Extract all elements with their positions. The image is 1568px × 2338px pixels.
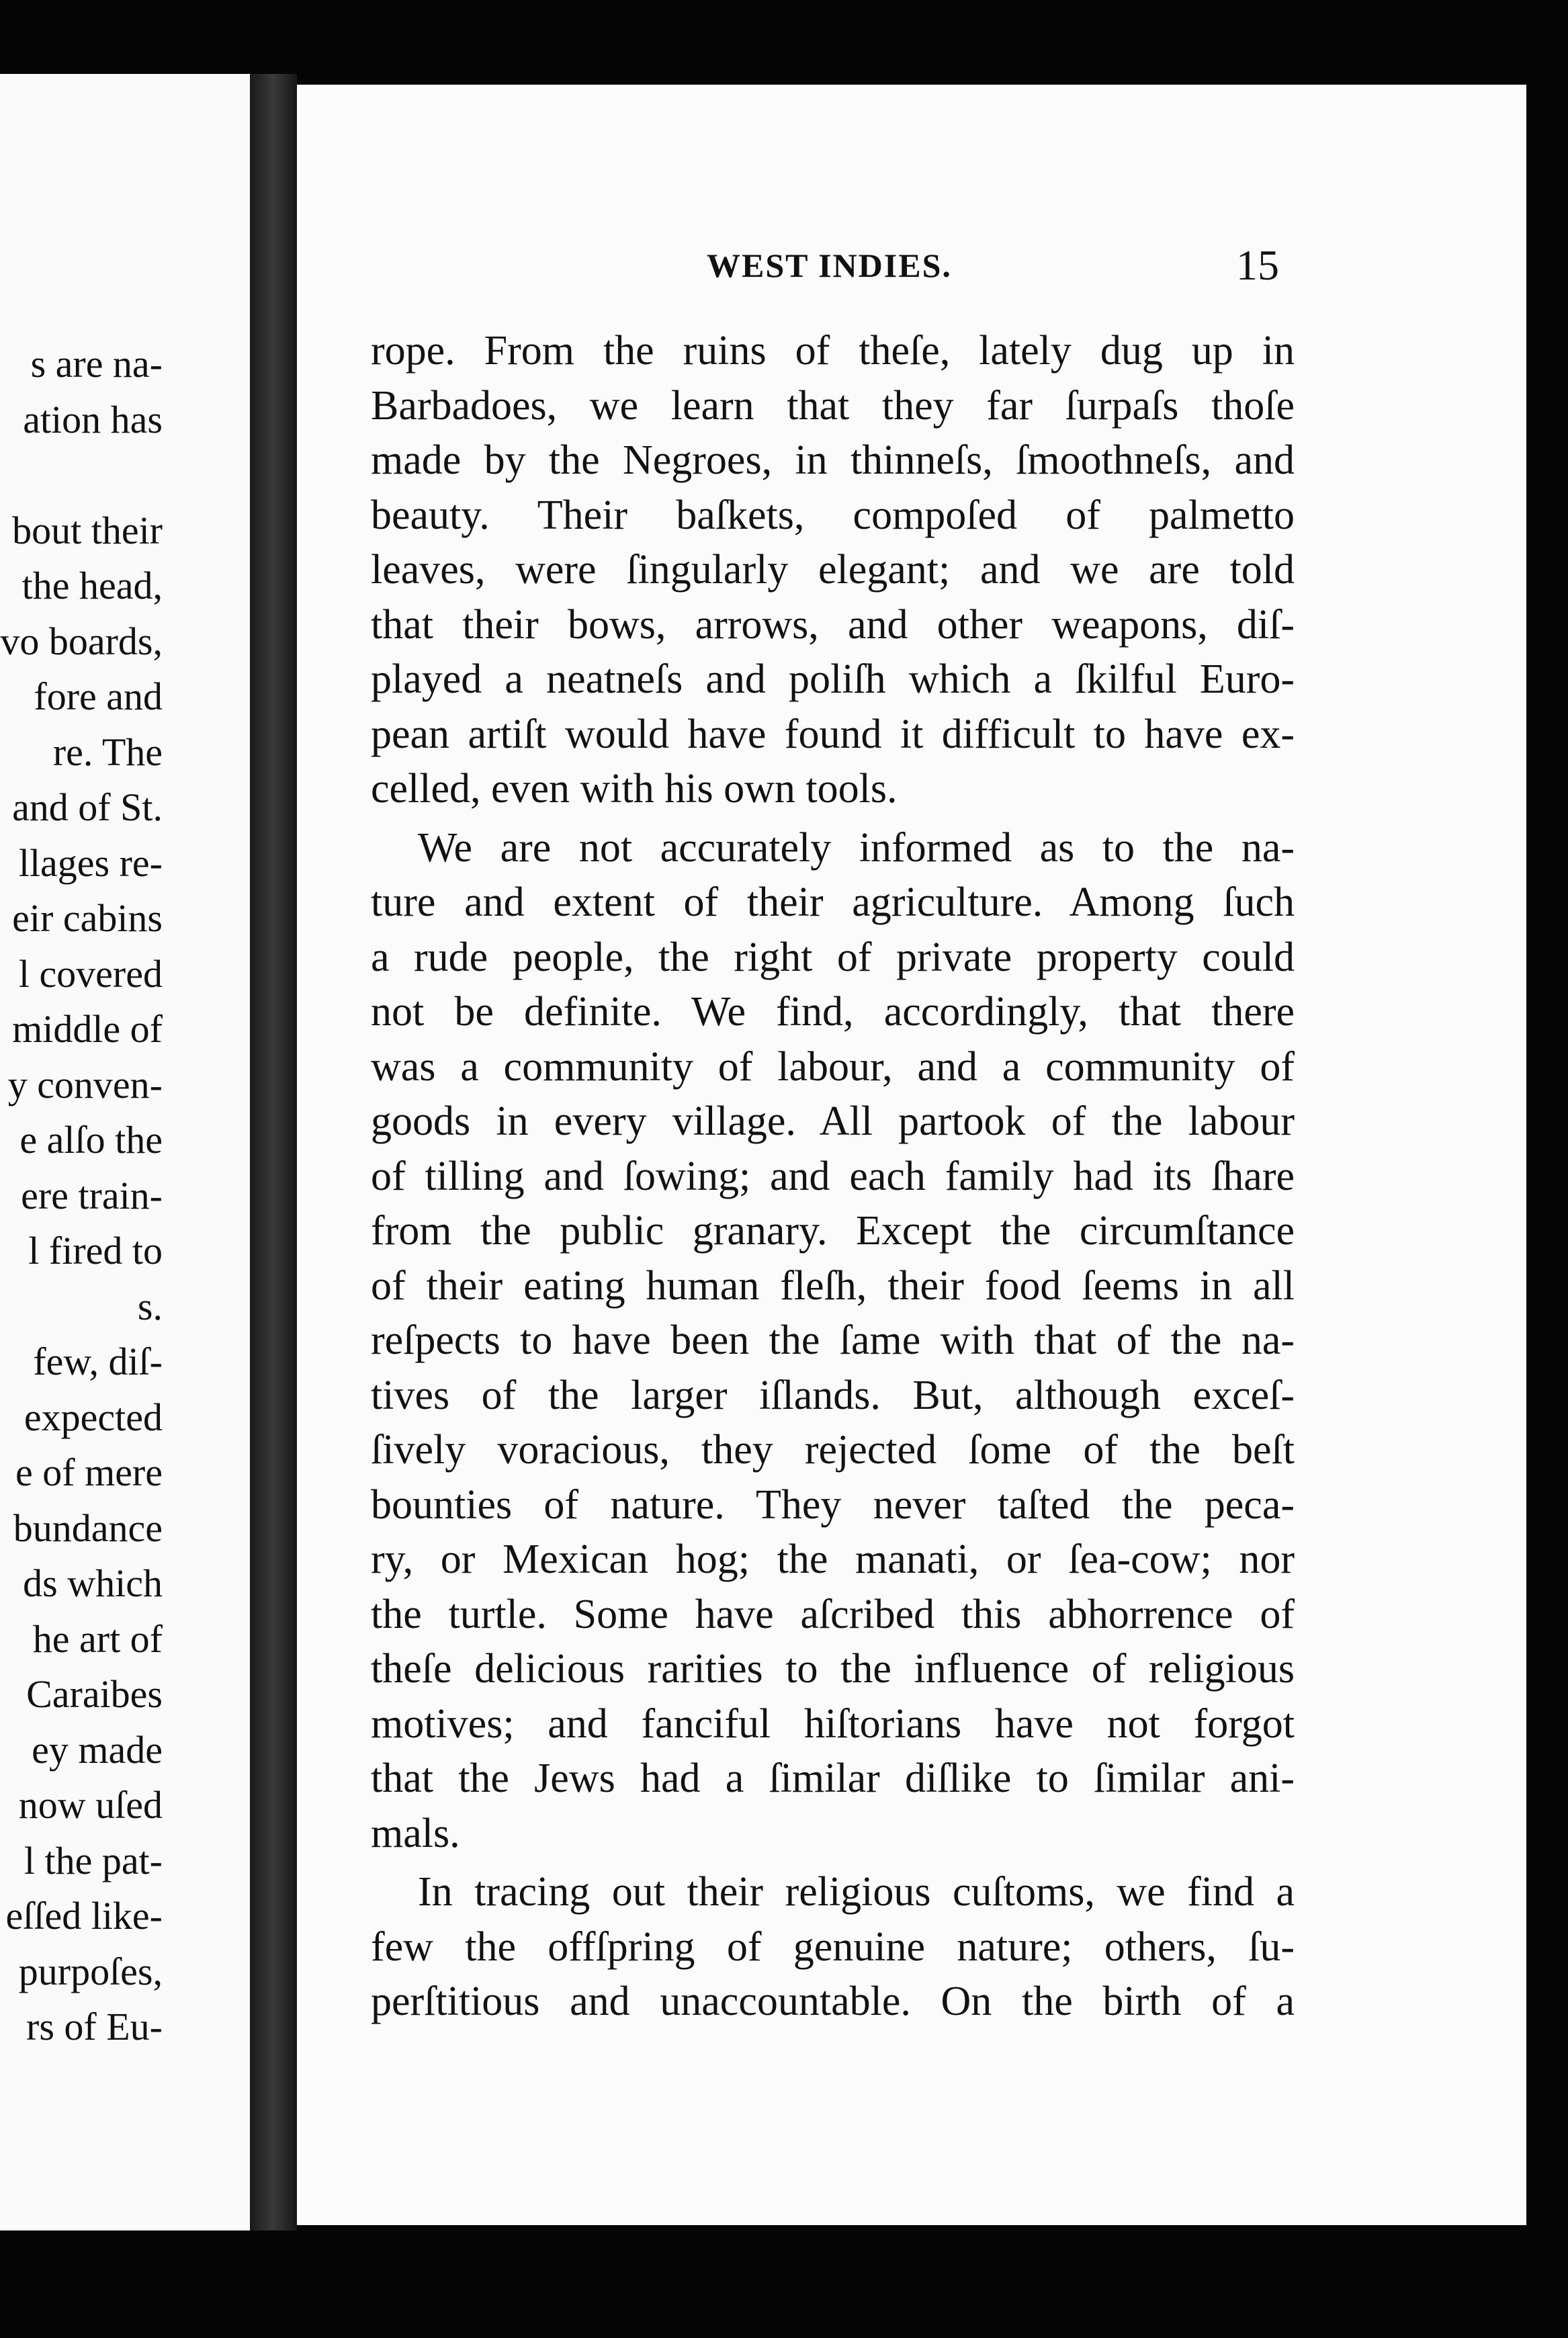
left-page-line: eſſed like-: [5, 1894, 163, 1938]
running-head: WEST INDIES.: [707, 247, 952, 284]
text-line: We are not accurately informed as to the na-: [418, 824, 1295, 871]
text-line: rope. From the ruins of theſe, lately dug up in: [371, 328, 1295, 374]
paragraph-1: [371, 324, 1295, 817]
text-line: the turtle. Some have aſcribed this abhorrence of: [371, 1591, 1295, 1637]
page-number: 15: [1236, 241, 1279, 289]
right-page: [297, 85, 1526, 2225]
left-page-line: ation has: [23, 397, 163, 441]
left-page-line: llages re-: [18, 840, 163, 885]
left-page-line: eir cabins: [12, 896, 163, 940]
text-line: beauty. Their baſkets, compoſed of palmetto: [371, 492, 1295, 538]
text-line: of their eating human fleſh, their food ſeems in all: [371, 1262, 1295, 1309]
body-text: [371, 324, 1295, 2030]
text-line: of tilling and ſowing; and each family had its ſhare: [371, 1153, 1295, 1199]
text-line: In tracing out their religious cuſtoms, we find a: [418, 1869, 1295, 1915]
book-gutter: [250, 74, 297, 2231]
text-line: Barbadoes, we learn that they far ſurpaſs thoſe: [371, 382, 1295, 429]
text-line: few the offſpring of genuine nature; others, ſu-: [371, 1923, 1295, 1970]
left-page-line: rs of Eu-: [26, 2005, 163, 2048]
left-page-line: s are na-: [30, 342, 163, 386]
left-page-line: l the pat-: [24, 1838, 163, 1882]
text-line: mals.: [371, 1810, 460, 1856]
left-page-line: l covered: [18, 951, 163, 996]
text-line: ry, or Mexican hog; the manati, or ſea-cow; nor: [371, 1536, 1295, 1582]
left-page-line: e of mere: [15, 1451, 163, 1494]
text-line: leaves, were ſingularly elegant; and we are told: [371, 547, 1295, 593]
text-line: celled, even with his own tools.: [371, 766, 898, 812]
text-line: theſe delicious rarities to the influence of religious: [371, 1646, 1295, 1692]
text-line: pean artiſt would have found it difficult to have ex-: [371, 711, 1295, 757]
left-page-line: fore and: [34, 675, 163, 718]
left-page-line: the head,: [21, 564, 163, 607]
left-page-line: e alſo the: [19, 1118, 163, 1162]
left-page-line: vo boards,: [0, 619, 163, 663]
left-page-line: ds which: [23, 1561, 163, 1605]
left-page-line: purpoſes,: [18, 1949, 163, 1993]
text-line: bounties of nature. They never taſted the peca-: [371, 1481, 1295, 1528]
text-line: made by the Negroes, in thinneſs, ſmoothneſs, and: [371, 437, 1295, 483]
left-page-line: s.: [137, 1284, 163, 1328]
left-page-line: he art of: [32, 1616, 163, 1661]
text-line: ſively voracious, they rejected ſome of the beſt: [371, 1427, 1295, 1473]
paragraph-2: [371, 821, 1295, 1862]
left-page-line: now uſed: [18, 1783, 163, 1827]
left-page-line: ey made: [32, 1727, 163, 1772]
text-line: was a community of labour, and a community of: [371, 1043, 1295, 1090]
left-page-line: expected: [24, 1395, 163, 1439]
text-line: that their bows, arrows, and other weapons, diſ-: [371, 601, 1295, 648]
text-line: reſpects to have been the ſame with that of the na-: [371, 1317, 1295, 1363]
text-line: motives; and fanciful hiſtorians have not forgot: [371, 1700, 1295, 1747]
text-line: ture and extent of their agriculture. Among ſuch: [371, 879, 1295, 925]
text-line: perſtitious and unaccountable. On the birth of a: [371, 1979, 1295, 2024]
left-page-line: bundance: [13, 1506, 163, 1550]
text-line: goods in every village. All partook of the labour: [371, 1098, 1295, 1144]
text-line: a rude people, the right of private property could: [371, 934, 1295, 980]
left-page-line: y conven-: [7, 1062, 163, 1107]
left-page-line: middle of: [12, 1007, 163, 1051]
left-page-line: bout their: [12, 508, 163, 552]
left-page-line: l fired to: [28, 1229, 163, 1272]
left-page-line: ere train-: [21, 1173, 163, 1217]
left-page-line: Caraibes: [26, 1672, 163, 1716]
left-page: [0, 74, 250, 2231]
paragraph-3: [371, 1865, 1295, 2030]
text-line: played a neatneſs and poliſh which a ſkilful Euro-: [371, 656, 1295, 702]
text-line: tives of the larger iſlands. But, although exceſ-: [371, 1372, 1295, 1418]
text-line: from the public granary. Except the circumſtance: [371, 1208, 1295, 1254]
left-page-line: few, diſ-: [33, 1340, 163, 1383]
left-page-line: re. The: [52, 730, 163, 774]
text-line: that the Jews had a ſimilar diſlike to ſimilar ani-: [371, 1756, 1295, 1801]
text-line: not be definite. We find, accordingly, that there: [371, 989, 1295, 1035]
left-page-line: and of St.: [12, 785, 163, 829]
